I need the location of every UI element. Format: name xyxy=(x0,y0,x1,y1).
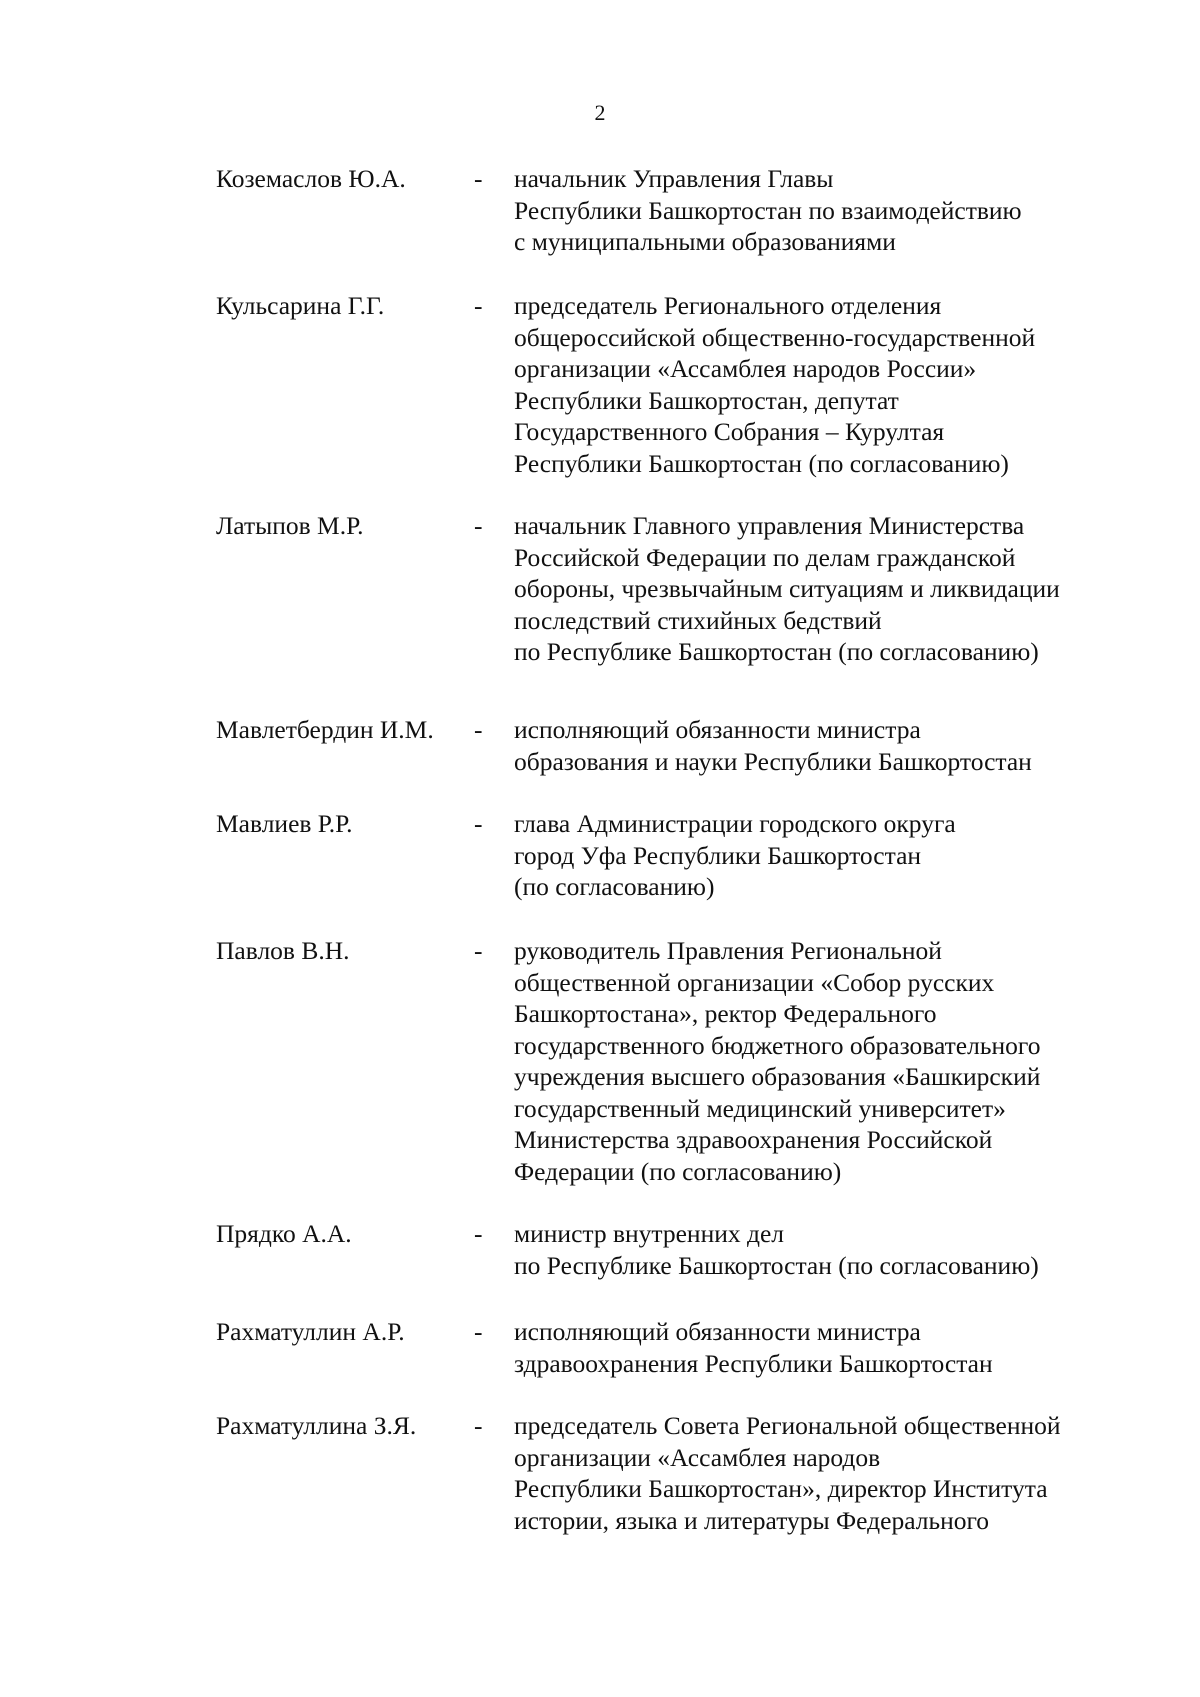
description-line: государственный медицинский университет» xyxy=(514,1093,1006,1123)
position-description xyxy=(514,808,1154,903)
position-description xyxy=(514,1410,1154,1536)
dash-separator: - xyxy=(474,1411,483,1440)
position-description xyxy=(514,510,1154,668)
person-name: Павлов В.Н. xyxy=(216,936,350,965)
position-description xyxy=(514,163,1154,258)
description-line: последствий стихийных бедствий xyxy=(514,605,882,635)
description-line: Республики Башкортостан, депутат xyxy=(514,385,899,415)
description-line: по Республике Башкортостан (по согласованию) xyxy=(514,1250,1039,1280)
person-name: Мавлетбердин И.М. xyxy=(216,715,434,744)
description-line: руководитель Правления Региональной xyxy=(514,936,942,965)
dash-separator: - xyxy=(474,715,483,744)
description-line: Государственного Собрания – Курултая xyxy=(514,417,945,446)
position-description xyxy=(514,1316,1154,1379)
dash-separator: - xyxy=(474,1317,483,1346)
description-line: Республики Башкортостан (по согласованию) xyxy=(514,448,1009,478)
description-line: по Республике Башкортостан (по согласованию) xyxy=(514,637,1039,666)
description-line: государственного бюджетного образовательного xyxy=(514,1030,1041,1060)
description-line: глава Администрации городского округа xyxy=(514,809,956,838)
description-line: учреждения высшего образования «Башкирский xyxy=(514,1062,1041,1091)
person-name: Мавлиев Р.Р. xyxy=(216,809,353,838)
description-line: Федерации (по согласованию) xyxy=(514,1156,842,1186)
description-line: (по согласованию) xyxy=(514,872,715,901)
person-name: Коземаслов Ю.А. xyxy=(216,164,406,193)
description-line: Башкортостана», ректор Федерального xyxy=(514,999,937,1028)
dash-separator: - xyxy=(474,164,483,193)
description-line: организации «Ассамблея народов xyxy=(514,1442,881,1472)
description-line: министр внутренних дел xyxy=(514,1219,785,1248)
person-name: Рахматуллин А.Р. xyxy=(216,1317,405,1346)
description-line: общероссийской общественно-государственной xyxy=(514,322,1036,352)
description-line: председатель Совета Региональной общественной xyxy=(514,1411,1061,1440)
position-description xyxy=(514,714,1154,777)
dash-separator: - xyxy=(474,291,483,320)
description-line: здравоохранения Республики Башкортостан xyxy=(514,1348,993,1378)
person-name: Кульсарина Г.Г. xyxy=(216,291,385,320)
description-line: общественной организации «Собор русских xyxy=(514,967,995,997)
description-line: с муниципальными образованиями xyxy=(514,227,896,256)
description-line: начальник Главного управления Министерства xyxy=(514,511,1025,540)
description-line: организации «Ассамблея народов России» xyxy=(514,354,977,383)
page-number: 2 xyxy=(594,100,606,125)
description-line: исполняющий обязанности министра xyxy=(514,1317,921,1346)
person-name: Прядко А.А. xyxy=(216,1219,352,1248)
position-description xyxy=(514,1218,1154,1281)
description-line: город Уфа Республики Башкортостан xyxy=(514,840,922,870)
description-line: исполняющий обязанности министра xyxy=(514,715,921,744)
description-line: истории, языка и литературы Федерального xyxy=(514,1505,990,1535)
description-line: образования и науки Республики Башкортостан xyxy=(514,746,1032,776)
dash-separator: - xyxy=(474,511,483,540)
position-description xyxy=(514,935,1154,1187)
position-description xyxy=(514,290,1154,479)
description-line: председатель Регионального отделения xyxy=(514,291,942,320)
person-name: Рахматуллина З.Я. xyxy=(216,1411,417,1440)
description-line: начальник Управления Главы xyxy=(514,164,834,193)
person-name: Латыпов М.Р. xyxy=(216,511,364,540)
dash-separator: - xyxy=(474,809,483,838)
dash-separator: - xyxy=(474,936,483,965)
description-line: Республики Башкортостан по взаимодействию xyxy=(514,195,1022,225)
dash-separator: - xyxy=(474,1219,483,1248)
description-line: Республики Башкортостан», директор Института xyxy=(514,1474,1048,1503)
description-line: Российской Федерации по делам гражданской xyxy=(514,542,1016,572)
description-line: Министерства здравоохранения Российской xyxy=(514,1125,993,1154)
description-line: обороны, чрезвычайным ситуациям и ликвидации xyxy=(514,574,1060,603)
